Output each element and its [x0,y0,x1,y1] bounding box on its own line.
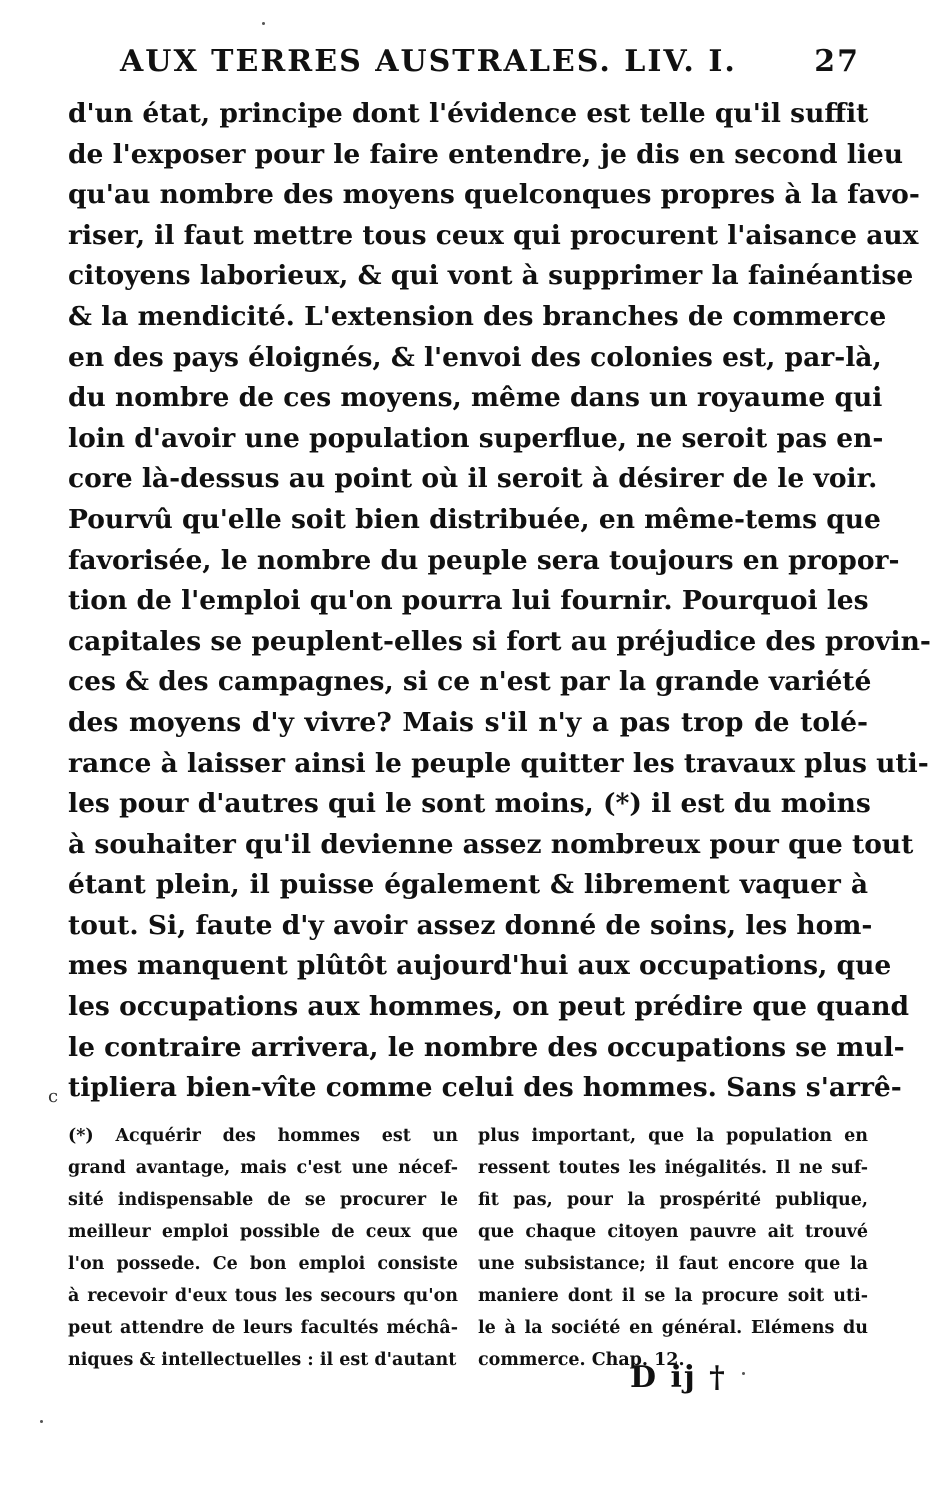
footnote-line: niques & intellectuelles : il est d'autant [68,1350,457,1370]
footnote-column-right [478,1120,868,1376]
footnote-line: plus important, que la population en [478,1126,868,1146]
print-speck [40,1420,43,1423]
text-line: tion de l'emploi qu'on pourra lui fournir. Pourquoi les [68,585,869,617]
text-line: tout. Si, faute d'y avoir assez donné de soins, les hom- [68,909,873,941]
footnote-line: peut attendre de leurs facultés méchâ- [68,1318,458,1338]
text-line: les pour d'autres qui le sont moins, (*) il est du moins [68,788,871,820]
print-speck [262,22,265,25]
footnote-line: meilleur emploi possible de ceux que [68,1222,458,1242]
text-line: capitales se peuplent-elles si fort au préjudice des provin- [68,625,931,657]
footnote-line: commerce. Chap. 12. [478,1350,685,1370]
text-line: loin d'avoir une population superflue, ne seroit pas en- [68,422,884,454]
footnote-line: ressent toutes les inégalités. Il ne suf- [478,1158,868,1178]
footnote-line: fit pas, pour la prospérité publique, [478,1190,868,1210]
margin-mark: c [48,1086,59,1107]
footnote-line: grand avantage, mais c'est une nécef- [68,1158,458,1178]
text-line: rance à laisser ainsi le peuple quitter les travaux plus uti- [68,747,929,779]
text-line: des moyens d'y vivre? Mais s'il n'y a pas trop de tolé- [68,706,868,738]
footnote-line: une subsistance; il faut encore que la [478,1254,868,1274]
text-line: en des pays éloignés, & l'envoi des colonies est, par-là, [68,341,882,373]
footnote [68,1120,868,1370]
footnote-line: le à la société en général. Elémens du [478,1318,868,1338]
text-line: à souhaiter qu'il devienne assez nombreux pour que tout [68,828,914,860]
page-number: 27 [814,44,860,79]
text-line: & la mendicité. L'extension des branches de commerce [68,300,887,332]
text-line: Pourvû qu'elle soit bien distribuée, en même-tems que [68,503,881,535]
text-line: les occupations aux hommes, on peut prédire que quand [68,991,910,1023]
main-text [68,94,931,1109]
text-line: ces & des campagnes, si ce n'est par la grande variété [68,666,872,698]
footnote-line: (*) Acquérir des hommes est un [68,1126,458,1146]
footnote-line: maniere dont il se la procure soit uti- [478,1286,868,1306]
footnote-line: à recevoir d'eux tous les secours qu'on [68,1286,458,1306]
signature-mark: D ij † [630,1360,727,1395]
text-line: tipliera bien-vîte comme celui des hommes. Sans s'arrê- [68,1072,902,1104]
text-line: d'un état, principe dont l'évidence est telle qu'il suffit [68,98,869,129]
footnote-line: sité indispensable de se procurer le [68,1190,458,1210]
footnote-line: que chaque citoyen pauvre ait trouvé [478,1222,868,1242]
text-line: mes manquent plûtôt aujourd'hui aux occupations, que [68,950,892,982]
text-line: favorisée, le nombre du peuple sera toujours en propor- [68,544,900,576]
text-line: riser, il faut mettre tous ceux qui procurent l'aisance aux [68,219,919,251]
text-line: core là-dessus au point où il seroit à désirer de le voir. [68,463,878,495]
running-title: AUX TERRES AUSTRALES. LIV. I. [120,44,737,79]
running-header [120,44,860,84]
footnote-column-left [68,1120,458,1376]
text-line: qu'au nombre des moyens quelconques propres à la favo- [68,179,920,211]
text-line: de l'exposer pour le faire entendre, je dis en second lieu [68,138,904,170]
text-line: le contraire arrivera, le nombre des occupations se mul- [68,1031,905,1063]
text-line: citoyens laborieux, & qui vont à supprimer la fainéantise [68,260,914,292]
footnote-line: l'on possede. Ce bon emploi consiste [68,1254,458,1274]
print-speck [742,1372,745,1375]
text-line: du nombre de ces moyens, même dans un royaume qui [68,382,883,414]
text-line: étant plein, il puisse également & librement vaquer à [68,869,868,901]
